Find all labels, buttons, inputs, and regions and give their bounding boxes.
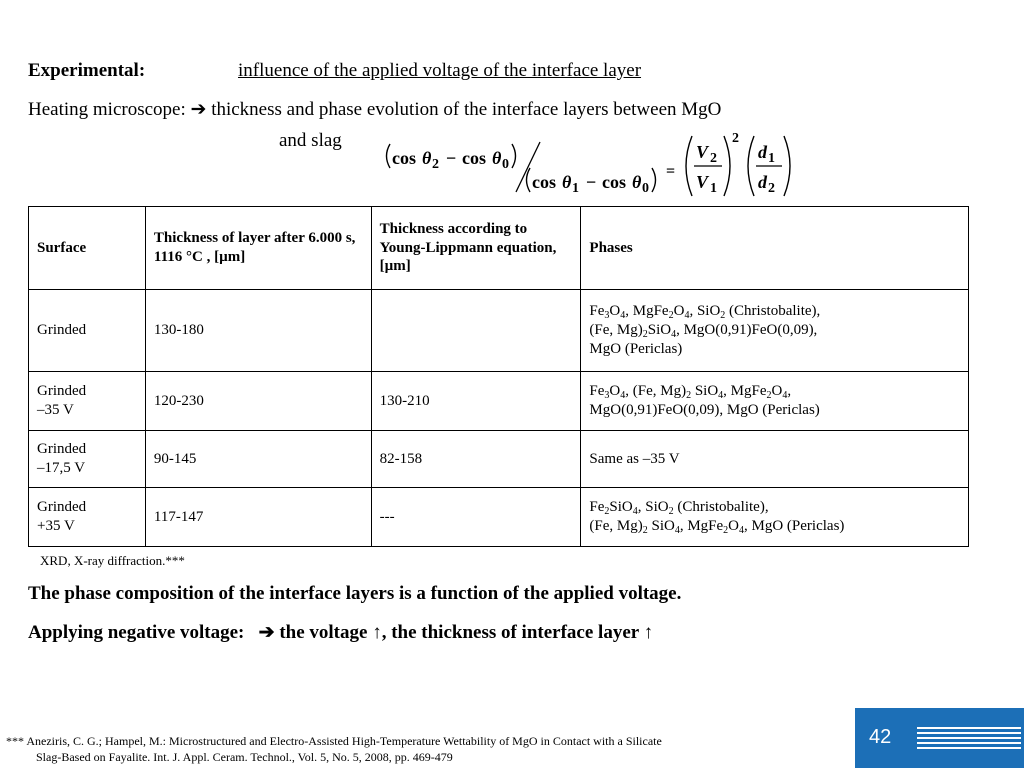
formula-den-sub2: 0 [642, 181, 649, 196]
formula-equals: = [666, 163, 676, 180]
cell-yl: --- [371, 488, 581, 547]
page-number-box [855, 708, 1024, 768]
header-surface: Surface [29, 207, 146, 290]
table-row [29, 431, 969, 488]
table-row [29, 372, 969, 431]
cell-thickness: 120-230 [145, 372, 371, 431]
formula-den-theta2: θ [632, 172, 642, 192]
footnote-line-2: Slag-Based on Fayalite. Int. J. Appl. Ceram. Technol., Vol. 5, No. 5, 2008, pp. 469-479 [36, 750, 453, 764]
arrow-up-icon: ↑ [643, 622, 654, 643]
table-note: XRD, X-ray diffraction.*** [40, 553, 185, 568]
cell-phases: Same as –35 V [581, 431, 969, 488]
formula-den-minus: − [586, 172, 597, 192]
formula-v1-sub: 1 [710, 181, 717, 196]
conclusion-voltage: the voltage [279, 622, 368, 643]
formula-d2: d [758, 172, 767, 192]
results-table [28, 206, 969, 547]
formula-den-theta1: θ [562, 172, 572, 192]
cell-surface [29, 431, 146, 488]
header-line [28, 60, 641, 82]
page-number: 42 [869, 726, 892, 748]
phase-line: MgO(0,91)FeO(0,09), MgO (Periclas) [589, 402, 820, 418]
voltage-text: –17,5 V [37, 460, 86, 476]
cell-surface [29, 290, 146, 372]
formula-d2-sub: 2 [768, 181, 775, 196]
surface-text: Grinded [37, 322, 87, 339]
phase-line: MgO (Periclas) [589, 340, 683, 357]
formula-v1: V [696, 172, 709, 192]
arrow-up-icon: ↑ [372, 622, 382, 643]
header-phases: Phases [581, 207, 969, 290]
header-thickness: Thickness of layer after 6.000 s, 1116 °C , [µm] [145, 207, 371, 290]
table-row [29, 290, 969, 372]
formula-num-theta1: θ [422, 148, 432, 168]
experimental-topic: influence of the applied voltage of the interface layer [238, 60, 642, 81]
formula-num-cos1: cos [392, 148, 416, 168]
formula-den-cos2: cos [602, 172, 626, 192]
formula-d1-sub: 1 [768, 151, 775, 166]
cell-thickness: 90-145 [145, 431, 371, 488]
young-lippmann-formula [380, 128, 800, 204]
phase-line: (Fe, $Mg)_2SiO_4$, MgO(0,91)FeO(0,09), [589, 322, 818, 341]
cell-yl: 82-158 [371, 431, 581, 488]
formula-d1: d [758, 142, 767, 162]
stripes-decoration [917, 727, 1021, 752]
formula-v2: V [696, 142, 709, 162]
arrow-right-icon: ➔ [258, 622, 275, 643]
formula-den-cos1: cos [532, 172, 556, 192]
phase-line: $Fe_3O_4$, $MgFe_2O_4$, SiO$_2$ (Christobalite), [589, 303, 821, 322]
formula-num-minus: − [446, 148, 457, 168]
formula-den-sub1: 1 [572, 181, 579, 196]
intro-label: Heating microscope: [28, 99, 186, 120]
surface-text: Grinded [37, 499, 87, 516]
phase-line: $Fe_3O_4$, (Fe, $Mg)_2$ SiO$_4$, $MgFe_2O_4$, [589, 383, 792, 402]
formula-num-cos2: cos [462, 148, 486, 168]
experimental-label: Experimental: [28, 60, 146, 81]
arrow-right-icon: ➔ [190, 99, 207, 120]
cell-thickness: 130-180 [145, 290, 371, 372]
conclusion-thickness: , the thickness of interface layer [381, 622, 639, 643]
cell-surface [29, 488, 146, 547]
formula-num-sub2: 0 [502, 157, 509, 172]
phase-line: (Fe, $Mg)_2$ SiO$_4$, $MgFe_2O_4$, MgO (Periclas) [589, 518, 845, 536]
voltage-text: –35 V [37, 402, 74, 418]
footnote [6, 733, 826, 765]
surface-text: Grinded [37, 441, 87, 458]
footnote-line-1: *** Aneziris, C. G.; Hampel, M.: Microstructured and Electro-Assisted High-Temperature Wettability of MgO in Contact with a Silicate [6, 734, 662, 748]
conclusion-line-2 [28, 621, 653, 644]
table-header-row [29, 207, 969, 290]
formula-exponent: 2 [732, 131, 739, 146]
cell-thickness: 117-147 [145, 488, 371, 547]
phase-line: $Fe_2SiO_4$, SiO$_2$ (Christobalite), [589, 499, 769, 518]
header-young-lippmann: Thickness according to Young-Lippmann equation, [µm] [371, 207, 581, 290]
intro-line [28, 98, 721, 121]
cell-yl: 130-210 [371, 372, 581, 431]
cell-phases [581, 290, 969, 372]
surface-text: Grinded [37, 383, 87, 400]
formula-num-sub1: 2 [432, 157, 439, 172]
cell-yl [371, 290, 581, 372]
conclusion-label: Applying negative voltage: [28, 622, 245, 643]
conclusion-line-1: The phase composition of the interface layers is a function of the applied voltage. [28, 583, 682, 604]
cell-phases [581, 372, 969, 431]
formula-num-theta2: θ [492, 148, 502, 168]
cell-surface [29, 372, 146, 431]
intro-continuation: and slag [279, 130, 342, 151]
voltage-text: +35 V [37, 518, 75, 534]
intro-text: thickness and phase evolution of the interface layers between MgO [211, 99, 722, 120]
formula-v2-sub: 2 [710, 151, 717, 166]
cell-phases [581, 488, 969, 547]
table-row [29, 488, 969, 547]
